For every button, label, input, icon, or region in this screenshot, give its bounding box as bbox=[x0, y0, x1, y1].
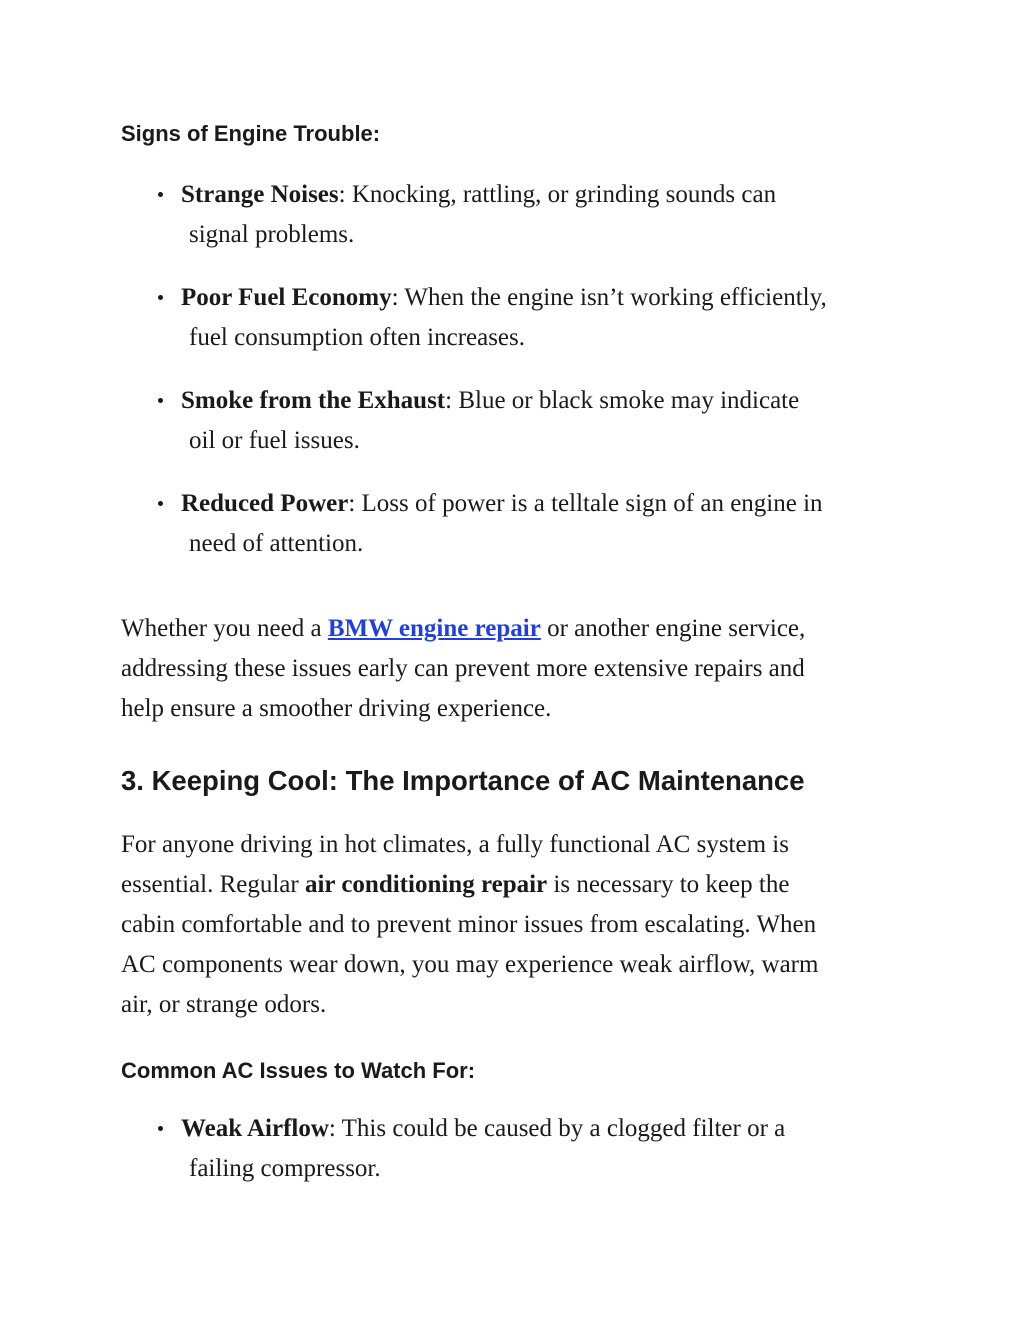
paragraph-text: Whether you need a bbox=[121, 615, 328, 642]
item-term: Strange Noises bbox=[181, 181, 339, 208]
engine-trouble-list bbox=[121, 175, 921, 564]
item-term: Weak Airflow bbox=[181, 1115, 329, 1142]
bullet-icon bbox=[158, 1126, 163, 1131]
paragraph-text: essential. Regular bbox=[121, 871, 305, 898]
item-text: : Loss of power is a telltale sign of an engine in bbox=[348, 490, 823, 517]
bold-term: air conditioning repair bbox=[304, 871, 548, 898]
paragraph-text: AC components wear down, you may experience weak airflow, warm bbox=[121, 951, 819, 978]
paragraph-text: help ensure a smoother driving experience. bbox=[121, 695, 552, 722]
item-text: : Blue or black smoke may indicate bbox=[445, 387, 800, 414]
item-text-continued: fuel consumption often increases. bbox=[189, 324, 526, 351]
item-text-continued: failing compressor. bbox=[189, 1155, 381, 1182]
list-item bbox=[121, 484, 911, 564]
paragraph-text: is necessary to keep the bbox=[547, 871, 790, 898]
list-item bbox=[121, 1109, 911, 1189]
item-term: Smoke from the Exhaust bbox=[181, 387, 446, 414]
list-item bbox=[121, 381, 911, 461]
item-text-continued: oil or fuel issues. bbox=[189, 427, 360, 454]
bullet-icon bbox=[158, 501, 163, 506]
item-text: : This could be caused by a clogged filter or a bbox=[328, 1115, 786, 1142]
item-term: Poor Fuel Economy bbox=[181, 284, 392, 311]
engine-trouble-heading: Signs of Engine Trouble: bbox=[121, 121, 381, 146]
paragraph-text: For anyone driving in hot climates, a fully functional AC system is bbox=[121, 831, 789, 858]
item-text-continued: signal problems. bbox=[189, 221, 355, 248]
ac-maintenance-paragraph bbox=[121, 825, 901, 1025]
engine-repair-paragraph bbox=[121, 609, 901, 729]
list-item bbox=[121, 175, 911, 255]
list-item bbox=[121, 278, 911, 358]
item-text-continued: need of attention. bbox=[189, 530, 364, 557]
paragraph-text: cabin comfortable and to prevent minor issues from escalating. When bbox=[121, 911, 817, 938]
ac-issues-list bbox=[121, 1109, 921, 1189]
bullet-icon bbox=[158, 398, 163, 403]
bullet-icon bbox=[158, 295, 163, 300]
paragraph-text: or another engine service, bbox=[540, 615, 806, 642]
item-text: : When the engine isn’t working efficiently, bbox=[391, 284, 827, 311]
bullet-icon bbox=[158, 192, 163, 197]
item-term: Reduced Power bbox=[181, 490, 349, 517]
ac-maintenance-heading: 3. Keeping Cool: The Importance of AC Maintenance bbox=[121, 765, 805, 796]
item-text: : Knocking, rattling, or grinding sounds can bbox=[338, 181, 777, 208]
bmw-engine-repair-link[interactable]: BMW engine repair bbox=[327, 615, 541, 642]
paragraph-text: addressing these issues early can prevent more extensive repairs and bbox=[121, 655, 805, 682]
ac-issues-heading: Common AC Issues to Watch For: bbox=[121, 1058, 476, 1083]
paragraph-text: air, or strange odors. bbox=[121, 991, 327, 1018]
